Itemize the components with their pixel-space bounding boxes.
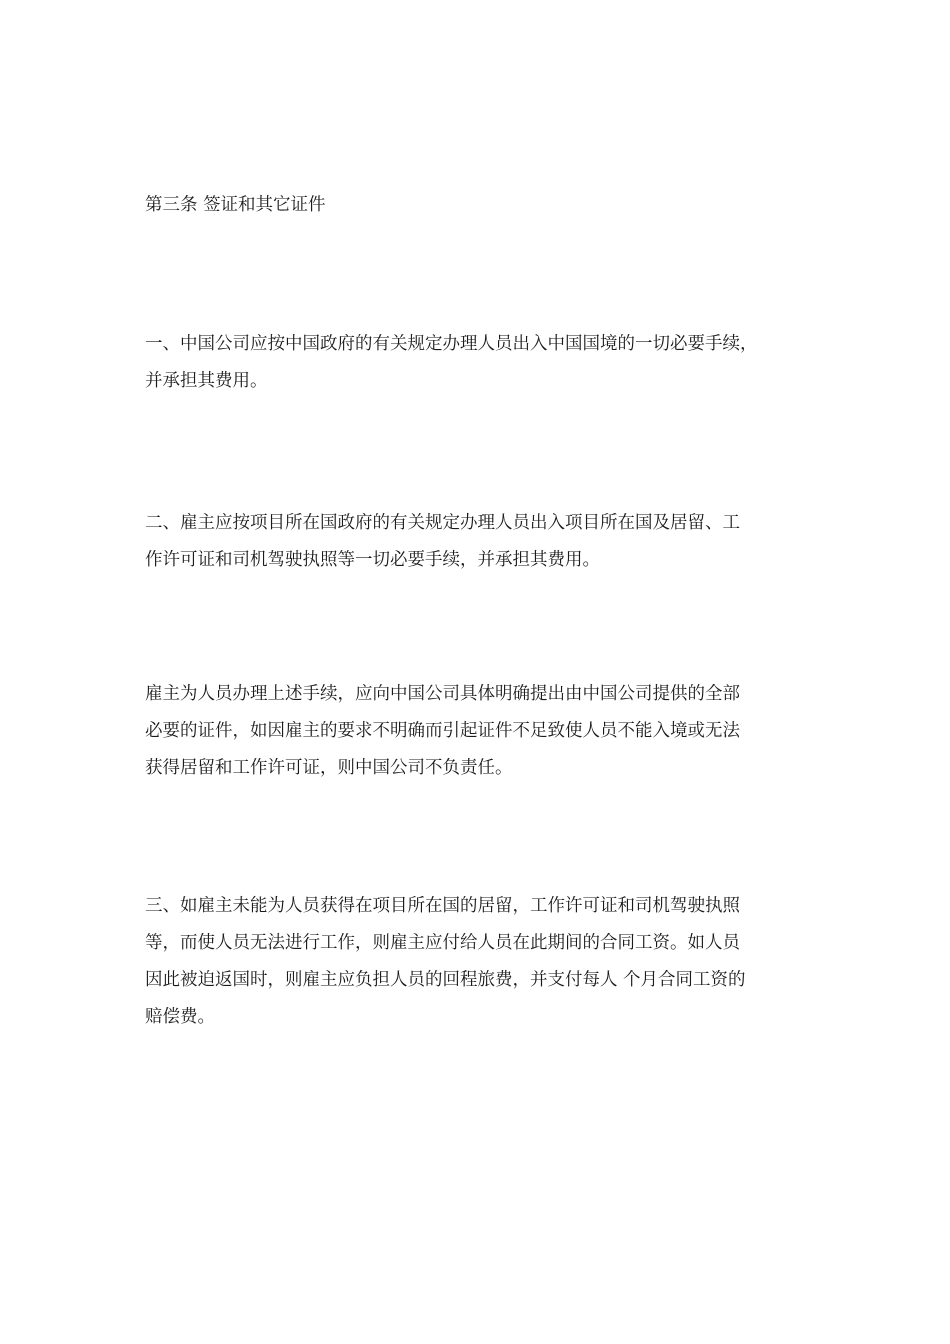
paragraph-line: 二、雇主应按项目所在国政府的有关规定办理人员出入项目所在国及居留、工 — [145, 513, 740, 533]
paragraph-clause-2 — [145, 505, 810, 579]
paragraph-line: 并承担其费用。 — [145, 371, 268, 391]
paragraph-line: 必要的证件，如因雇主的要求不明确而引起证件不足致使人员不能入境或无法 — [145, 721, 740, 741]
paragraph-employer-obligation — [145, 676, 810, 787]
section-heading — [145, 187, 810, 224]
paragraph-clause-1 — [145, 326, 810, 400]
paragraph-line: 赔偿费。 — [145, 1007, 215, 1027]
heading-text: 第三条 签证和其它证件 — [145, 195, 326, 215]
paragraph-clause-3 — [145, 888, 810, 1036]
paragraph-line: 作许可证和司机驾驶执照等一切必要手续，并承担其费用。 — [145, 550, 600, 570]
paragraph-line: 因此被迫返国时，则雇主应负担人员的回程旅费，并支付每人 个月合同工资的 — [145, 970, 746, 990]
paragraph-line: 一、中国公司应按中国政府的有关规定办理人员出入中国国境的一切必要手续， — [145, 334, 758, 354]
paragraph-line: 获得居留和工作许可证，则中国公司不负责任。 — [145, 758, 513, 778]
paragraph-line: 雇主为人员办理上述手续，应向中国公司具体明确提出由中国公司提供的全部 — [145, 684, 740, 704]
paragraph-line: 三、如雇主未能为人员获得在项目所在国的居留，工作许可证和司机驾驶执照 — [145, 896, 740, 916]
paragraph-line: 等，而使人员无法进行工作，则雇主应付给人员在此期间的合同工资。如人员 — [145, 933, 740, 953]
